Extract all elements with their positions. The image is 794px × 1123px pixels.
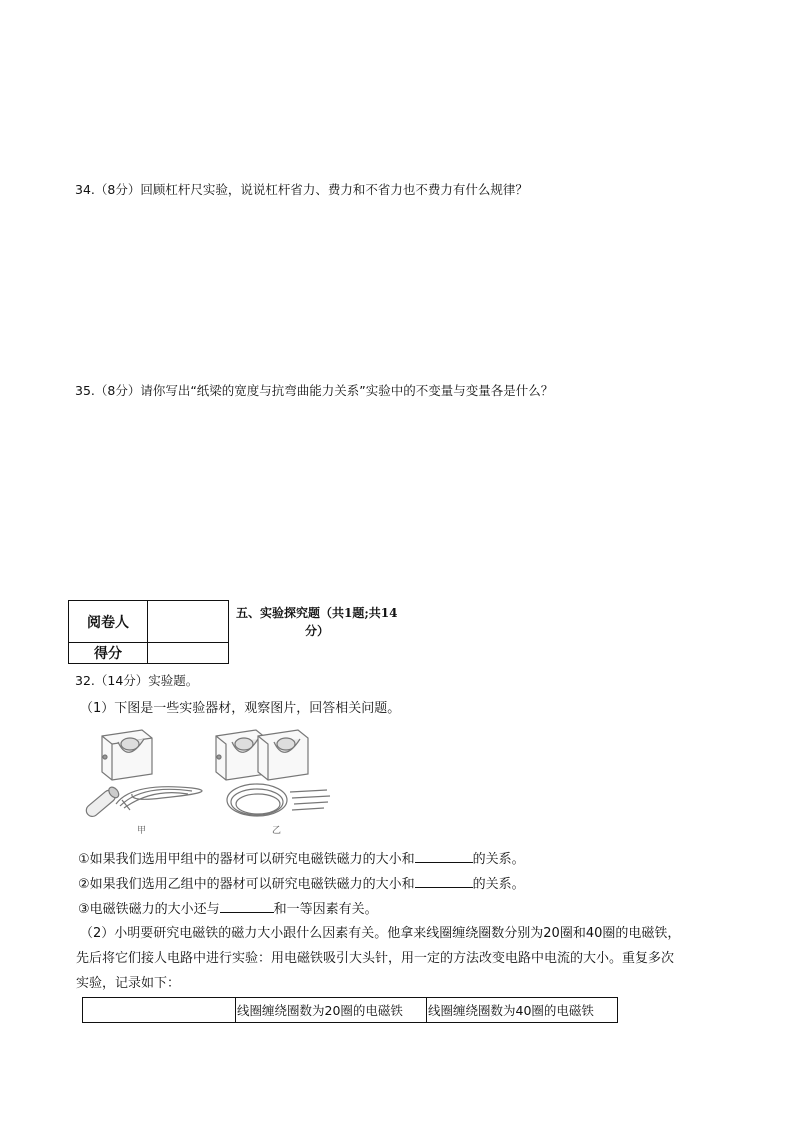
part2-line2: 先后将它们接人电路中进行实验：用电磁铁吸引大头针，用一定的方法改变电路中电流的大小。重复多次 xyxy=(76,951,675,966)
grader-table xyxy=(68,600,229,664)
section-heading xyxy=(236,604,416,640)
blank-3[interactable] xyxy=(220,900,274,913)
item-2: ②如果我们选用乙组中的器材可以研究电磁铁磁力的大小和 的关系。 xyxy=(78,877,525,892)
equipment-illustration xyxy=(72,722,352,840)
section-heading-line2: 分） xyxy=(305,624,330,638)
data-table xyxy=(82,997,618,1023)
table-header-cell: 线圈缠绕圈数为40圈的电磁铁 xyxy=(427,998,618,1023)
data-table-header-row xyxy=(83,998,618,1023)
score-label: 得分 xyxy=(69,643,148,664)
reviewer-label: 阅卷人 xyxy=(69,601,148,643)
part2-line1: （2）小明要研究电磁铁的磁力大小跟什么因素有关。他拿来线圈缠绕圈数分别为20圈和40圈的电磁铁， xyxy=(80,926,681,941)
blank-1[interactable] xyxy=(415,850,473,863)
score-field[interactable] xyxy=(148,643,229,664)
group-jia-drawing xyxy=(84,730,202,819)
blank-2[interactable] xyxy=(415,875,473,888)
group-yi-drawing xyxy=(216,730,330,816)
part2-line3: 实验，记录如下： xyxy=(76,976,181,991)
question-32: 32.（14分）实验题。 xyxy=(75,673,199,688)
question-34: 34.（8分）回顾杠杆尺实验，说说杠杆省力、费力和不省力也不费力有什么规律？ xyxy=(75,182,528,197)
label-yi: 乙 xyxy=(272,826,282,836)
item-3: ③电磁铁磁力的大小还与 和一等因素有关。 xyxy=(78,902,378,917)
reviewer-field[interactable] xyxy=(148,601,229,643)
question-35: 35.（8分）请你写出“纸梁的宽度与抗弯曲能力关系”实验中的不变量与变量各是什么？ xyxy=(75,383,554,398)
section-heading-line1: 五、实验探究题（共1题;共14 xyxy=(236,606,398,620)
label-jia: 甲 xyxy=(137,826,147,836)
item-1: ①如果我们选用甲组中的器材可以研究电磁铁磁力的大小和 的关系。 xyxy=(78,852,525,867)
part1-intro: （1）下图是一些实验器材，观察图片，回答相关问题。 xyxy=(80,701,401,716)
table-header-cell: 线圈缠绕圈数为20圈的电磁铁 xyxy=(236,998,427,1023)
table-header-cell xyxy=(83,998,236,1023)
